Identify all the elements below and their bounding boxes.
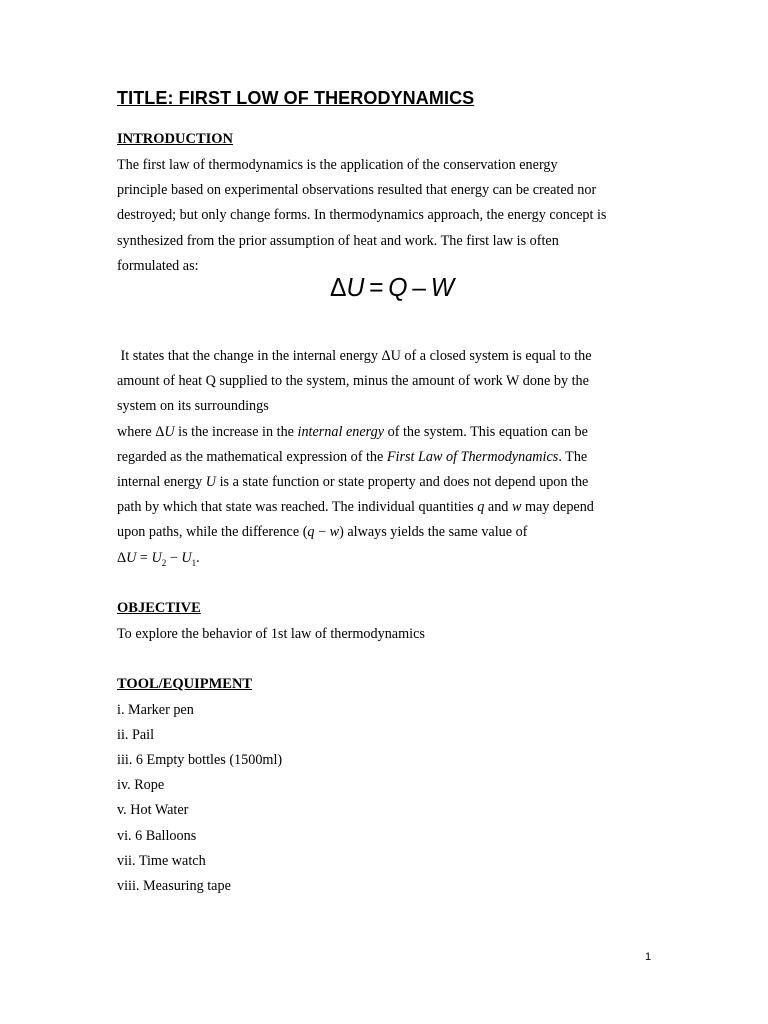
symbol-u: U	[126, 550, 137, 566]
symbol-u2: U	[151, 550, 162, 566]
tools-heading: TOOL/EQUIPMENT	[117, 676, 253, 692]
objective-heading: OBJECTIVE	[117, 600, 201, 616]
intro-line-5: formulated as:	[117, 258, 199, 274]
equation-w: W	[430, 272, 455, 302]
statement-line-1: It states that the change in the internal energy ΔU of a closed system is equal to the	[117, 348, 592, 364]
text-span: regarded as the mathematical expression of the	[117, 449, 387, 465]
symbol-u: U	[164, 424, 175, 440]
text-span: where Δ	[117, 424, 165, 440]
intro-line-3: destroyed; but only change forms. In thermodynamics approach, the energy concept is	[117, 207, 607, 223]
explanation-line-1	[117, 423, 588, 441]
tool-item: vii. Time watch	[117, 853, 206, 869]
text-span: is the increase in the	[174, 424, 298, 440]
intro-line-2: principle based on experimental observations resulted that energy can be created nor	[117, 182, 597, 198]
equation-q: Q	[388, 272, 408, 302]
intro-line-1: The first law of thermodynamics is the application of the conservation energy	[117, 157, 558, 173]
delta-u-expression	[117, 549, 200, 572]
tool-item: viii. Measuring tape	[117, 878, 231, 894]
first-law-term: First Law of Thermodynamics	[386, 449, 559, 465]
tool-item: iii. 6 Empty bottles (1500ml)	[117, 752, 283, 768]
first-law-equation	[330, 272, 454, 303]
document-title: TITLE: FIRST LOW OF THERODYNAMICS	[117, 88, 475, 108]
text-span: of the system. This equation can be	[384, 424, 588, 440]
explanation-line-4	[117, 498, 594, 516]
symbol-w: w	[511, 499, 522, 515]
tool-item: v. Hot Water	[117, 802, 189, 818]
subscript-2: 2	[161, 557, 167, 568]
symbol-u: U	[205, 474, 217, 490]
tool-item: iv. Rope	[117, 777, 165, 793]
text-span: is a state function or state property and does not depend upon the	[216, 474, 589, 490]
text-span: −	[166, 550, 182, 566]
text-span: path by which that state was reached. The individual quantities	[117, 499, 478, 515]
symbol-w: w	[329, 524, 340, 540]
text-span: internal energy	[117, 474, 206, 490]
equation-u: U	[346, 272, 365, 302]
tool-item: vi. 6 Balloons	[117, 828, 197, 844]
explanation-line-5	[117, 523, 527, 541]
text-span: =	[136, 550, 152, 566]
equation-delta: Δ	[330, 272, 347, 302]
symbol-q: q	[477, 499, 485, 515]
internal-energy-term: internal energy	[297, 424, 385, 440]
statement-line-2: amount of heat Q supplied to the system, minus the amount of work W done by the	[117, 373, 589, 389]
explanation-line-3	[117, 473, 588, 491]
text-span: .	[196, 550, 200, 566]
text-span: may depend	[521, 499, 594, 515]
text-span: . The	[558, 449, 588, 465]
text-span: ) always yields the same value of	[339, 524, 528, 540]
symbol-u1: U	[181, 550, 192, 566]
symbol-q: q	[307, 524, 315, 540]
subscript-1: 1	[191, 557, 197, 568]
page-number: 1	[645, 951, 652, 963]
text-span: upon paths, while the difference (	[117, 524, 308, 540]
equation-equals: =	[369, 272, 384, 302]
tool-item: i. Marker pen	[117, 702, 194, 718]
objective-text: To explore the behavior of 1st law of thermodynamics	[117, 626, 425, 642]
tool-item: ii. Pail	[117, 727, 155, 743]
introduction-heading: INTRODUCTION	[117, 131, 234, 147]
equation-minus: –	[412, 272, 426, 302]
text-span: and	[484, 499, 512, 515]
intro-line-4: synthesized from the prior assumption of heat and work. The first law is often	[117, 233, 559, 249]
text-span: −	[314, 524, 330, 540]
text-span: Δ	[117, 550, 127, 566]
statement-line-3: system on its surroundings	[117, 398, 269, 414]
explanation-line-2	[117, 448, 587, 466]
